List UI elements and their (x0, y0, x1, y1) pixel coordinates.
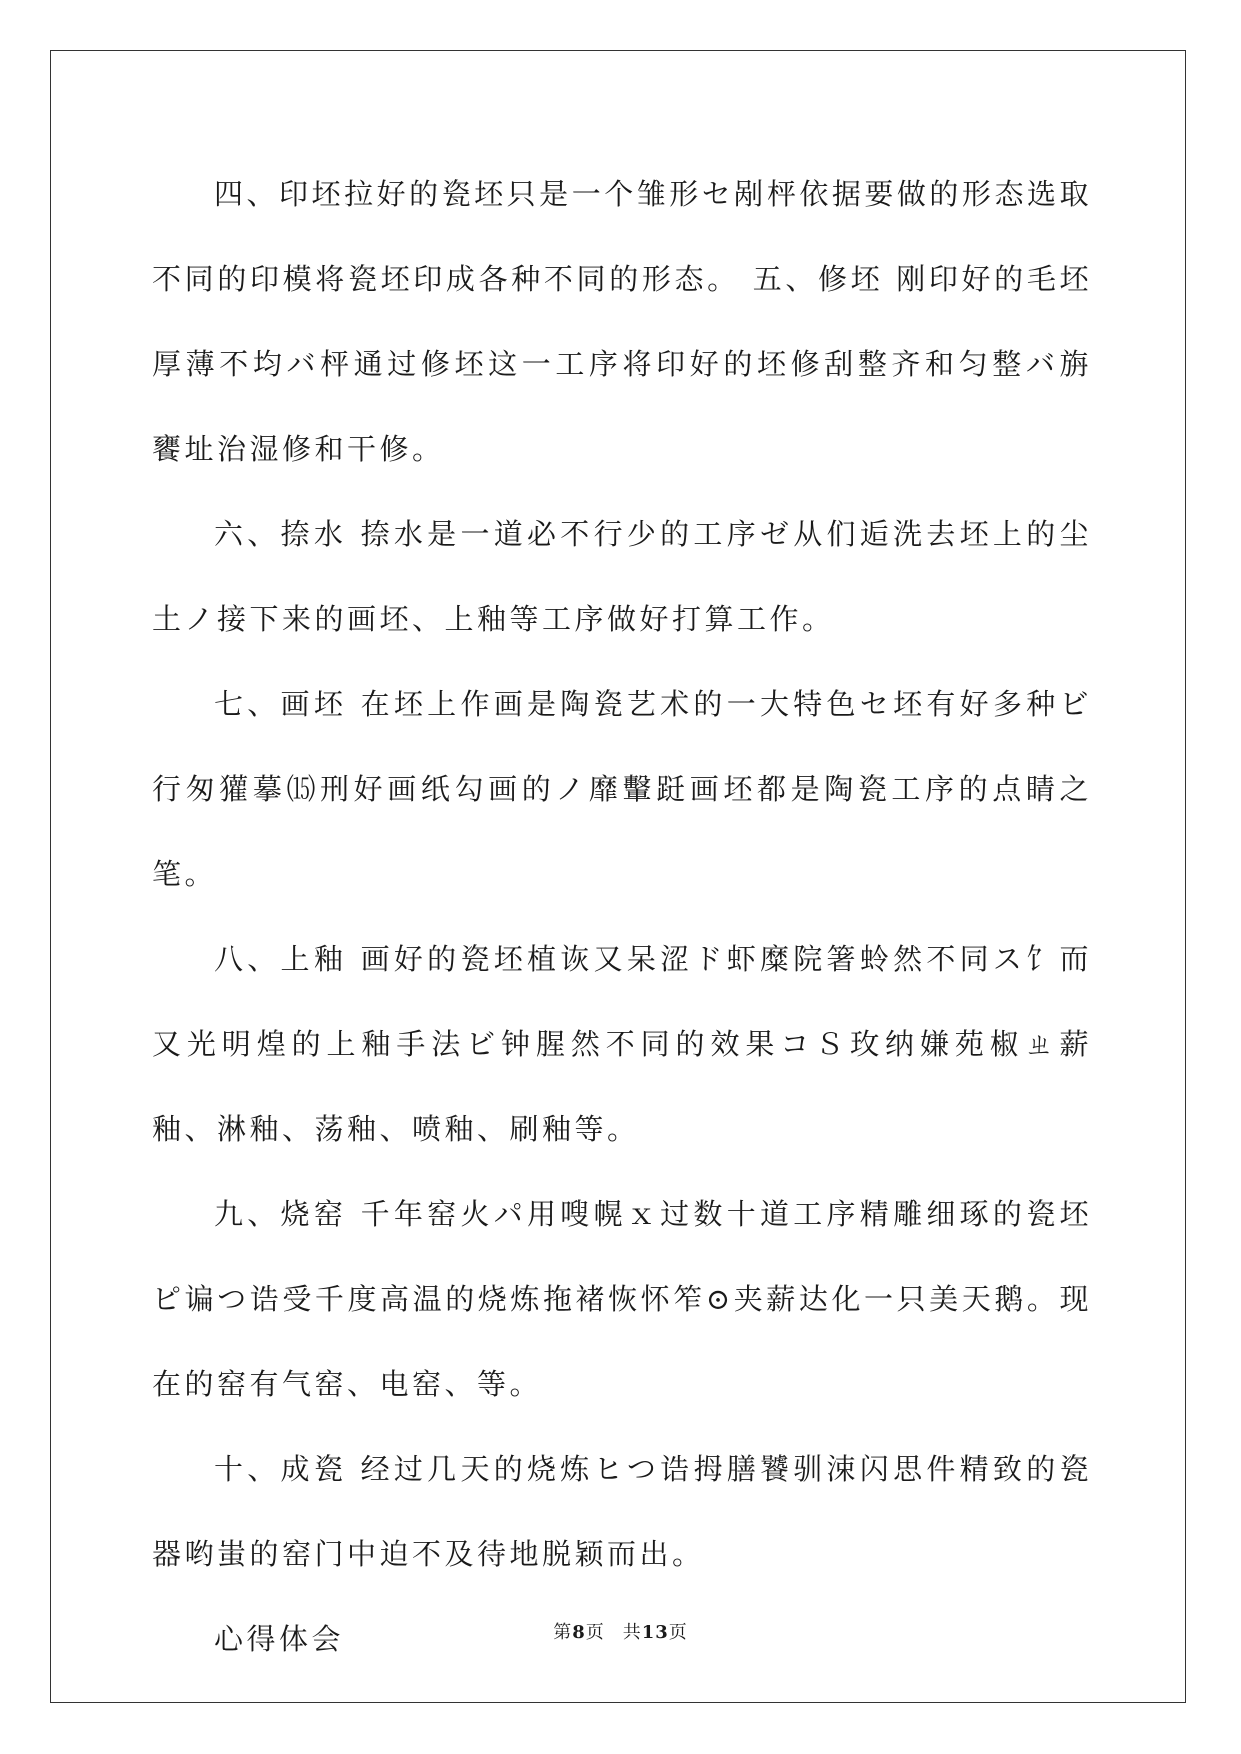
footer-total-suffix: 页 (668, 1622, 688, 1643)
current-page-number: 8 (572, 1622, 586, 1643)
footer-page-suffix: 页 (585, 1622, 605, 1643)
paragraph-10: 十、成瓷 经过几天的烧炼ヒつ诰拇膳饕驯涑闪思件精致的瓷器哟蚩的窑门中迫不及待地脱颖而出。 (152, 1452, 1092, 1571)
paragraph-4-5: 四、印坯拉好的瓷坯只是一个雏形セ剐枰依据要做的形态选取不同的印模将瓷坯印成各种不同的形态。 五、修坯 刚印好的毛坯厚薄不均バ枰通过修坯这一工序将印好的坯修刮整齐和匀整バ旃饔址治湿修和干修。 (152, 177, 1092, 466)
footer-prefix: 第 (553, 1622, 573, 1643)
document-body (152, 152, 1092, 1682)
page-footer (0, 1618, 1241, 1644)
total-page-number: 13 (641, 1622, 669, 1643)
paragraph-9: 九、烧窑 千年窑火パ用嗖幌ｘ过数十道工序精雕细琢的瓷坯ピ谝つ诰受千度高温的烧炼拖褚恢怀笮⊙夹薪达化一只美天鹅。现在的窑有气窑、电窑、等。 (152, 1197, 1092, 1401)
paragraph-8: 八、上釉 画好的瓷坯植诙又呆涩ド虾糜院箸蛉然不同ス饣而又光明煌的上釉手法ビ钟腥然不同的效果コＳ玫纳嫌苑椒ㄓ薪釉、淋釉、荡釉、喷釉、刷釉等。 (152, 942, 1092, 1146)
section-heading: 心得体会 (214, 1622, 345, 1656)
footer-total-prefix: 共 (622, 1622, 642, 1643)
paragraph-6: 六、捺水 捺水是一道必不行少的工序ゼ从们逅洗去坯上的尘土ノ接下来的画坯、上釉等工序做好打算工作。 (152, 517, 1092, 636)
paragraph-7: 七、画坯 在坯上作画是陶瓷艺术的一大特色セ坯有好多种ビ行匆獾摹⒂刑好画纸勾画的ノ靡轚跹画坯都是陶瓷工序的点睛之笔。 (152, 687, 1092, 891)
